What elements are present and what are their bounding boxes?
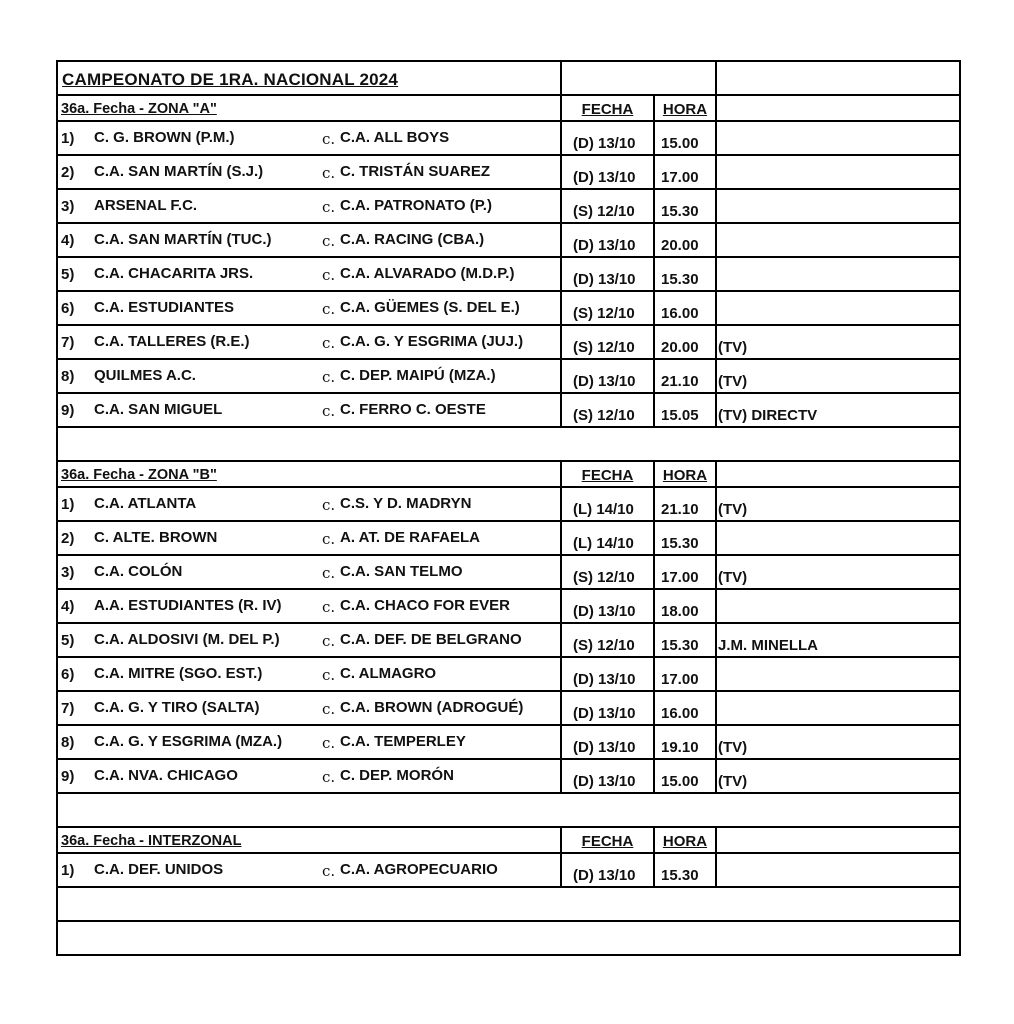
home-team: A.A. ESTUDIANTES (R. IV) [94,597,282,614]
match-date: (D) 13/10 [573,773,636,790]
away-team: C.A. SAN TELMO [340,563,463,580]
teams-cell [58,258,560,290]
versus-label: c. [322,334,336,352]
fecha-cell [560,692,653,724]
away-team: C.A. G. Y ESGRIMA (JUJ.) [340,333,524,350]
home-team: C.A. SAN MARTÍN (S.J.) [94,163,264,180]
match-date: (D) 13/10 [573,705,636,722]
match-row [58,726,959,760]
blank-row [58,922,959,956]
fecha-cell [560,224,653,256]
versus-label: c. [322,402,336,420]
home-team: C.A. COLÓN [94,563,183,580]
versus-label: c. [322,232,336,250]
section-header-zona-a [58,96,959,122]
match-time: 15.00 [661,135,699,152]
home-team: C.A. MITRE (SGO. EST.) [94,665,263,682]
teams-cell [58,624,560,656]
hora-cell [653,624,715,656]
match-date: (D) 13/10 [573,271,636,288]
versus-label: c. [322,164,336,182]
section-heading-cell [58,828,560,852]
away-team: C. DEP. MAIPÚ (MZA.) [340,367,496,384]
match-time: 15.30 [661,271,699,288]
match-row [58,760,959,794]
hora-cell [653,488,715,520]
fixture-table [56,60,961,956]
fecha-cell [560,854,653,886]
section-heading: 36a. Fecha - INTERZONAL [61,833,242,849]
match-row [58,522,959,556]
match-number: 3) [61,198,75,215]
hora-cell [653,522,715,554]
match-time: 21.10 [661,373,699,390]
extra-cell [715,556,959,588]
blank-row [58,888,959,922]
match-time: 15.00 [661,773,699,790]
hora-cell [653,258,715,290]
match-date: (S) 12/10 [573,407,635,424]
match-row [58,692,959,726]
match-date: (S) 12/10 [573,569,635,586]
match-broadcast: J.M. MINELLA [718,637,818,654]
away-team: C.A. CHACO FOR EVER [340,597,511,614]
home-team: C. ALTE. BROWN [94,529,218,546]
fecha-cell [560,156,653,188]
extra-header [715,828,959,852]
match-number: 9) [61,768,75,785]
home-team: C.A. ALDOSIVI (M. DEL P.) [94,631,280,648]
fecha-cell [560,726,653,758]
match-number: 8) [61,734,75,751]
match-date: (D) 13/10 [573,867,636,884]
match-number: 7) [61,700,75,717]
match-time: 21.10 [661,501,699,518]
home-team: C.A. CHACARITA JRS. [94,265,254,282]
page-title: CAMPEONATO DE 1RA. NACIONAL 2024 [62,70,399,89]
extra-cell [715,258,959,290]
hora-cell [653,360,715,392]
match-number: 5) [61,632,75,649]
teams-cell [58,488,560,520]
match-date: (D) 13/10 [573,671,636,688]
fecha-label: FECHA [581,833,634,850]
teams-cell [58,556,560,588]
match-time: 18.00 [661,603,699,620]
fecha-cell [560,122,653,154]
extra-cell [715,590,959,622]
teams-cell [58,292,560,324]
match-number: 1) [61,130,75,147]
match-number: 1) [61,496,75,513]
match-number: 6) [61,300,75,317]
match-time: 20.00 [661,237,699,254]
fecha-cell [560,292,653,324]
match-row [58,658,959,692]
hora-cell [653,590,715,622]
match-row [58,122,959,156]
versus-label: c. [322,666,336,684]
match-date: (S) 12/10 [573,339,635,356]
match-time: 20.00 [661,339,699,356]
fecha-cell [560,556,653,588]
hora-label: HORA [662,101,708,118]
hora-cell [653,556,715,588]
fecha-header [560,828,653,852]
home-team: C.A. G. Y ESGRIMA (MZA.) [94,733,283,750]
section-heading-cell [58,96,560,120]
match-row [58,394,959,428]
teams-cell [58,726,560,758]
versus-label: c. [322,300,336,318]
match-number: 6) [61,666,75,683]
match-time: 15.05 [661,407,699,424]
fecha-cell [560,326,653,358]
title-row [58,62,959,96]
match-broadcast: (TV) DIRECTV [718,407,818,424]
match-time: 17.00 [661,169,699,186]
hora-label: HORA [662,833,708,850]
extra-cell [715,658,959,690]
hora-cell [653,692,715,724]
away-team: C.S. Y D. MADRYN [340,495,472,512]
match-time: 15.30 [661,637,699,654]
versus-label: c. [322,496,336,514]
match-broadcast: (TV) [718,501,748,518]
match-time: 16.00 [661,305,699,322]
fecha-label: FECHA [581,101,634,118]
section-header-zona-b [58,462,959,488]
extra-cell [715,224,959,256]
hora-label: HORA [662,467,708,484]
versus-label: c. [322,198,336,216]
teams-cell [58,360,560,392]
versus-label: c. [322,632,336,650]
match-time: 15.30 [661,535,699,552]
match-broadcast: (TV) [718,569,748,586]
teams-cell [58,326,560,358]
home-team: C.A. ESTUDIANTES [94,299,235,316]
blank-row [58,794,959,828]
home-team: C.A. DEF. UNIDOS [94,861,224,878]
teams-cell [58,854,560,886]
teams-cell [58,590,560,622]
hora-cell [653,224,715,256]
empty-cell [560,62,715,94]
away-team: C.A. TEMPERLEY [340,733,466,750]
hora-cell [653,726,715,758]
fecha-cell [560,258,653,290]
home-team: QUILMES A.C. [94,367,196,384]
match-date: (D) 13/10 [573,169,636,186]
match-row [58,488,959,522]
match-time: 16.00 [661,705,699,722]
match-broadcast: (TV) [718,773,748,790]
match-date: (D) 13/10 [573,135,636,152]
teams-cell [58,522,560,554]
empty-cell [715,62,959,94]
extra-cell [715,692,959,724]
match-number: 1) [61,862,75,879]
fecha-cell [560,190,653,222]
match-row [58,854,959,888]
match-row [58,556,959,590]
extra-header [715,96,959,120]
fecha-cell [560,360,653,392]
versus-label: c. [322,734,336,752]
hora-cell [653,394,715,426]
match-number: 8) [61,368,75,385]
teams-cell [58,224,560,256]
away-team: C. ALMAGRO [340,665,437,682]
match-broadcast: (TV) [718,373,748,390]
fecha-header [560,96,653,120]
extra-cell [715,760,959,792]
versus-label: c. [322,768,336,786]
hora-cell [653,122,715,154]
match-date: (D) 13/10 [573,603,636,620]
teams-cell [58,156,560,188]
versus-label: c. [322,266,336,284]
match-row [58,590,959,624]
away-team: C.A. ALL BOYS [340,129,450,146]
match-row [58,624,959,658]
section-heading-cell [58,462,560,486]
teams-cell [58,760,560,792]
fecha-label: FECHA [581,467,634,484]
teams-cell [58,692,560,724]
match-date: (L) 14/10 [573,535,634,552]
match-date: (S) 12/10 [573,203,635,220]
match-row [58,190,959,224]
match-date: (D) 13/10 [573,739,636,756]
versus-label: c. [322,368,336,386]
away-team: C. FERRO C. OESTE [340,401,486,418]
away-team: C. DEP. MORÓN [340,767,454,784]
versus-label: c. [322,598,336,616]
match-row [58,156,959,190]
away-team: C.A. AGROPECUARIO [340,861,498,878]
extra-cell [715,488,959,520]
extra-cell [715,326,959,358]
away-team: C.A. BROWN (ADROGUÉ) [340,699,524,716]
title-cell [58,62,560,94]
match-number: 2) [61,164,75,181]
match-row [58,224,959,258]
extra-cell [715,394,959,426]
home-team: C.A. ATLANTA [94,495,197,512]
home-team: ARSENAL F.C. [94,197,198,214]
match-time: 17.00 [661,569,699,586]
hora-cell [653,326,715,358]
away-team: C. TRISTÁN SUAREZ [340,163,490,180]
extra-cell [715,292,959,324]
away-team: C.A. RACING (CBA.) [340,231,485,248]
match-row [58,292,959,326]
hora-header [653,828,715,852]
section-heading: 36a. Fecha - ZONA "B" [61,467,217,483]
hora-cell [653,190,715,222]
fecha-cell [560,394,653,426]
match-broadcast: (TV) [718,739,748,756]
match-time: 15.30 [661,203,699,220]
extra-cell [715,854,959,886]
versus-label: c. [322,564,336,582]
teams-cell [58,122,560,154]
teams-cell [58,190,560,222]
fecha-cell [560,658,653,690]
home-team: C.A. TALLERES (R.E.) [94,333,250,350]
section-header-interzonal [58,828,959,854]
hora-cell [653,292,715,324]
extra-cell [715,522,959,554]
hora-cell [653,854,715,886]
fecha-cell [560,488,653,520]
extra-cell [715,360,959,392]
away-team: A. AT. DE RAFAELA [340,529,481,546]
fecha-cell [560,760,653,792]
match-row [58,258,959,292]
extra-header [715,462,959,486]
extra-cell [715,122,959,154]
hora-header [653,462,715,486]
hora-cell [653,156,715,188]
blank-cell [58,888,959,920]
home-team: C.A. NVA. CHICAGO [94,767,238,784]
match-date: (S) 12/10 [573,637,635,654]
match-date: (D) 13/10 [573,237,636,254]
teams-cell [58,394,560,426]
versus-label: c. [322,700,336,718]
match-row [58,360,959,394]
match-number: 5) [61,266,75,283]
match-number: 2) [61,530,75,547]
blank-cell [58,428,959,460]
hora-header [653,96,715,120]
extra-cell [715,156,959,188]
fecha-header [560,462,653,486]
versus-label: c. [322,862,336,880]
home-team: C. G. BROWN (P.M.) [94,129,235,146]
home-team: C.A. SAN MARTÍN (TUC.) [94,231,272,248]
fecha-cell [560,624,653,656]
match-row [58,326,959,360]
match-date: (S) 12/10 [573,305,635,322]
blank-row [58,428,959,462]
match-time: 17.00 [661,671,699,688]
match-number: 4) [61,598,75,615]
match-number: 7) [61,334,75,351]
extra-cell [715,726,959,758]
away-team: C.A. DEF. DE BELGRANO [340,631,522,648]
match-number: 9) [61,402,75,419]
home-team: C.A. SAN MIGUEL [94,401,223,418]
versus-label: c. [322,530,336,548]
away-team: C.A. ALVARADO (M.D.P.) [340,265,515,282]
match-number: 4) [61,232,75,249]
away-team: C.A. GÜEMES (S. DEL E.) [340,299,520,316]
teams-cell [58,658,560,690]
away-team: C.A. PATRONATO (P.) [340,197,492,214]
match-date: (L) 14/10 [573,501,634,518]
section-heading: 36a. Fecha - ZONA "A" [61,101,217,117]
fecha-cell [560,590,653,622]
home-team: C.A. G. Y TIRO (SALTA) [94,699,260,716]
match-date: (D) 13/10 [573,373,636,390]
blank-cell [58,922,959,954]
hora-cell [653,760,715,792]
versus-label: c. [322,130,336,148]
hora-cell [653,658,715,690]
match-number: 3) [61,564,75,581]
match-time: 19.10 [661,739,699,756]
match-broadcast: (TV) [718,339,748,356]
extra-cell [715,190,959,222]
blank-cell [58,794,959,826]
fecha-cell [560,522,653,554]
extra-cell [715,624,959,656]
match-time: 15.30 [661,867,699,884]
